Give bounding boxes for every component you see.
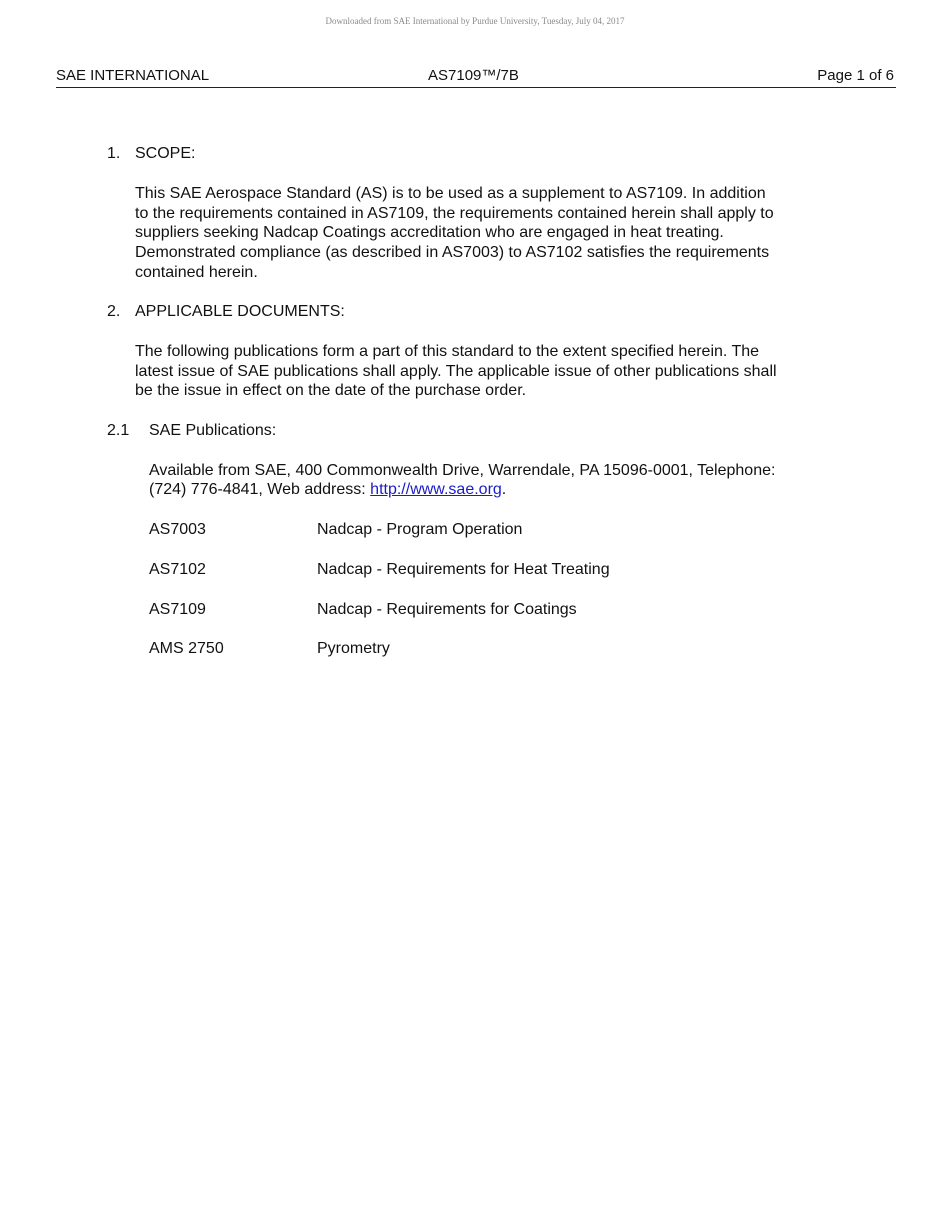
section-2-number: 2.	[107, 303, 121, 320]
section-2-line: latest issue of SAE publications shall apply. The applicable issue of other publications shall	[135, 363, 777, 380]
publication-title: Nadcap - Requirements for Heat Treating	[317, 561, 610, 578]
page-header	[56, 67, 896, 88]
section-2-1-title: SAE Publications:	[149, 422, 277, 439]
publication-code: AMS 2750	[149, 640, 224, 657]
section-2-line: The following publications form a part of this standard to the extent specified herein. The	[135, 343, 760, 360]
section-2-title: APPLICABLE DOCUMENTS:	[135, 303, 345, 320]
section-1-line: contained herein.	[135, 264, 258, 281]
section-2-1-line-contact	[149, 480, 506, 500]
publication-title: Nadcap - Requirements for Coatings	[317, 601, 577, 618]
section-2-1-line: Available from SAE, 400 Commonwealth Drive, Warrendale, PA 15096-0001, Telephone:	[149, 462, 776, 479]
section-1-line: to the requirements contained in AS7109, the requirements contained herein shall apply to	[135, 205, 774, 222]
contact-text: (724) 776-4841, Web address:	[149, 481, 371, 498]
header-page-number: Page 1 of 6	[817, 67, 894, 84]
section-1-line: suppliers seeking Nadcap Coatings accreditation who are engaged in heat treating.	[135, 224, 724, 241]
section-2-line: be the issue in effect on the date of the purchase order.	[135, 382, 527, 399]
section-1-line: Demonstrated compliance (as described in AS7003) to AS7102 satisfies the requirements	[135, 244, 770, 261]
publication-code: AS7102	[149, 561, 206, 578]
publication-code: AS7109	[149, 601, 206, 618]
header-org: SAE INTERNATIONAL	[56, 67, 210, 84]
section-1-title: SCOPE:	[135, 145, 196, 162]
header-doc-id: AS7109™/7B	[428, 67, 519, 84]
download-watermark: Downloaded from SAE International by Purdue University, Tuesday, July 04, 2017	[325, 16, 625, 26]
contact-period: .	[501, 481, 507, 498]
section-1-number: 1.	[107, 145, 121, 162]
publication-title: Nadcap - Program Operation	[317, 521, 523, 538]
section-2-1-number: 2.1	[107, 422, 130, 439]
publication-title: Pyrometry	[317, 640, 390, 657]
sae-website-link[interactable]: http://www.sae.org	[370, 481, 502, 498]
publication-code: AS7003	[149, 521, 206, 538]
section-1-line: This SAE Aerospace Standard (AS) is to be used as a supplement to AS7109. In addition	[135, 185, 766, 202]
